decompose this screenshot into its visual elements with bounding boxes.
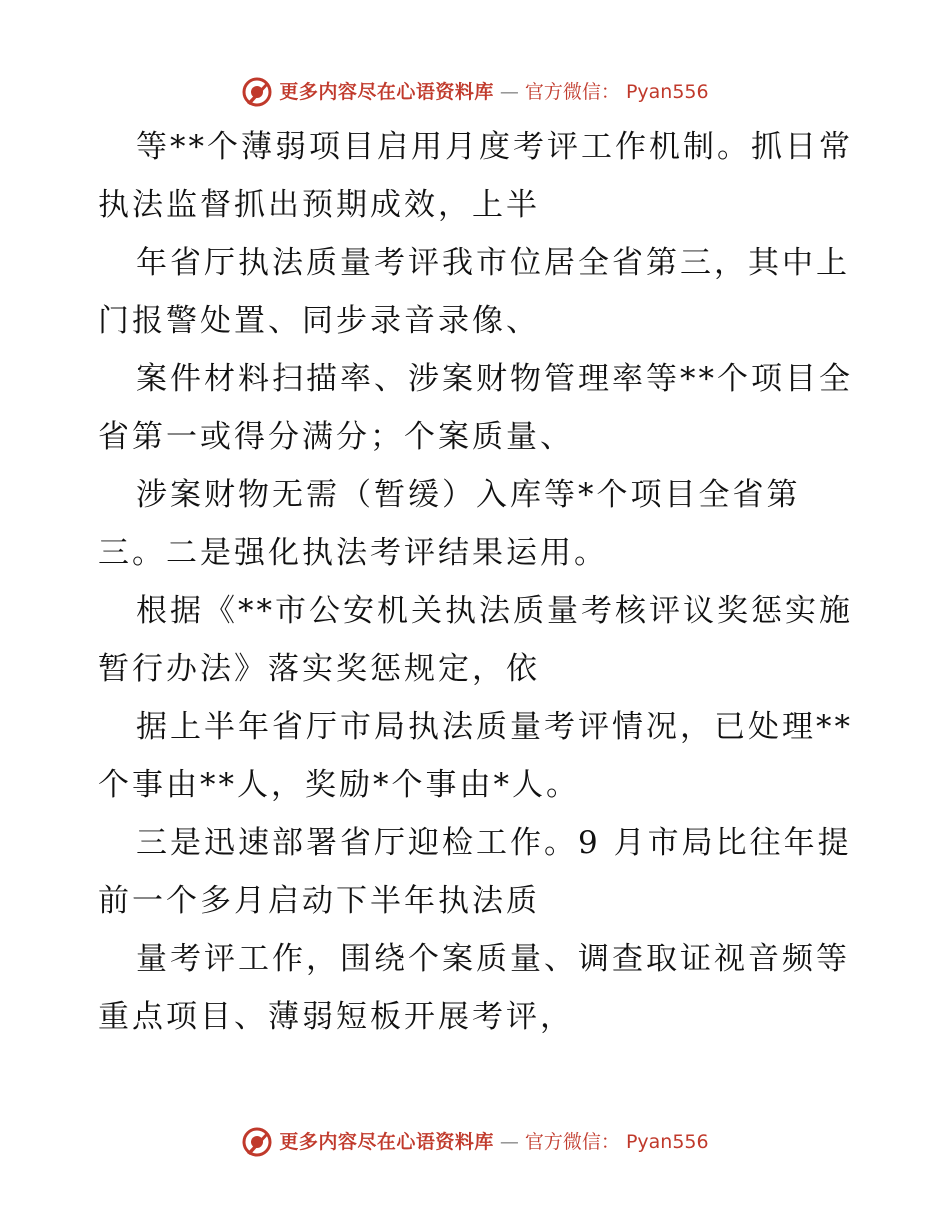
banner-separator: — bbox=[499, 81, 519, 103]
pen-logo-icon bbox=[241, 1126, 273, 1158]
document-body bbox=[98, 118, 858, 1046]
banner-brand-text: 更多内容尽在心语资料库 bbox=[279, 1131, 494, 1153]
body-paragraph: 年省厅执法质量考评我市位居全省第三，其中上门报警处置、同步录音录像、 bbox=[98, 245, 850, 339]
banner-brand-text: 更多内容尽在心语资料库 bbox=[279, 81, 494, 103]
banner-official-label: 官方微信： bbox=[524, 1131, 620, 1153]
body-paragraph: 案件材料扫描率、涉案财物管理率等**个项目全省第一或得分满分；个案质量、 bbox=[98, 361, 853, 455]
banner-wechat-id: Pyan556 bbox=[625, 81, 709, 103]
banner-separator: — bbox=[499, 1131, 519, 1153]
body-paragraph: 据上半年省厅市局执法质量考评情况，已处理**个事由**人，奖励*个事由*人。 bbox=[98, 709, 853, 803]
body-paragraph: 量考评工作，围绕个案质量、调查取证视音频等重点项目、薄弱短板开展考评， bbox=[98, 941, 850, 1035]
body-paragraph: 根据《**市公安机关执法质量考核评议奖惩实施暂行办法》落实奖惩规定，依 bbox=[98, 593, 853, 687]
banner-official-label: 官方微信： bbox=[524, 81, 620, 103]
body-paragraph: 三是迅速部署省厅迎检工作。9 月市局比往年提前一个多月启动下半年执法质 bbox=[98, 825, 852, 919]
body-paragraph: 等**个薄弱项目启用月度考评工作机制。抓日常执法监督抓出预期成效，上半 bbox=[98, 129, 853, 223]
body-paragraph: 涉案财物无需（暂缓）入库等*个项目全省第三。二是强化执法考评结果运用。 bbox=[98, 477, 801, 571]
banner-wechat-id: Pyan556 bbox=[625, 1131, 709, 1153]
header-banner bbox=[0, 76, 950, 108]
footer-banner bbox=[0, 1126, 950, 1158]
pen-logo-icon bbox=[241, 76, 273, 108]
